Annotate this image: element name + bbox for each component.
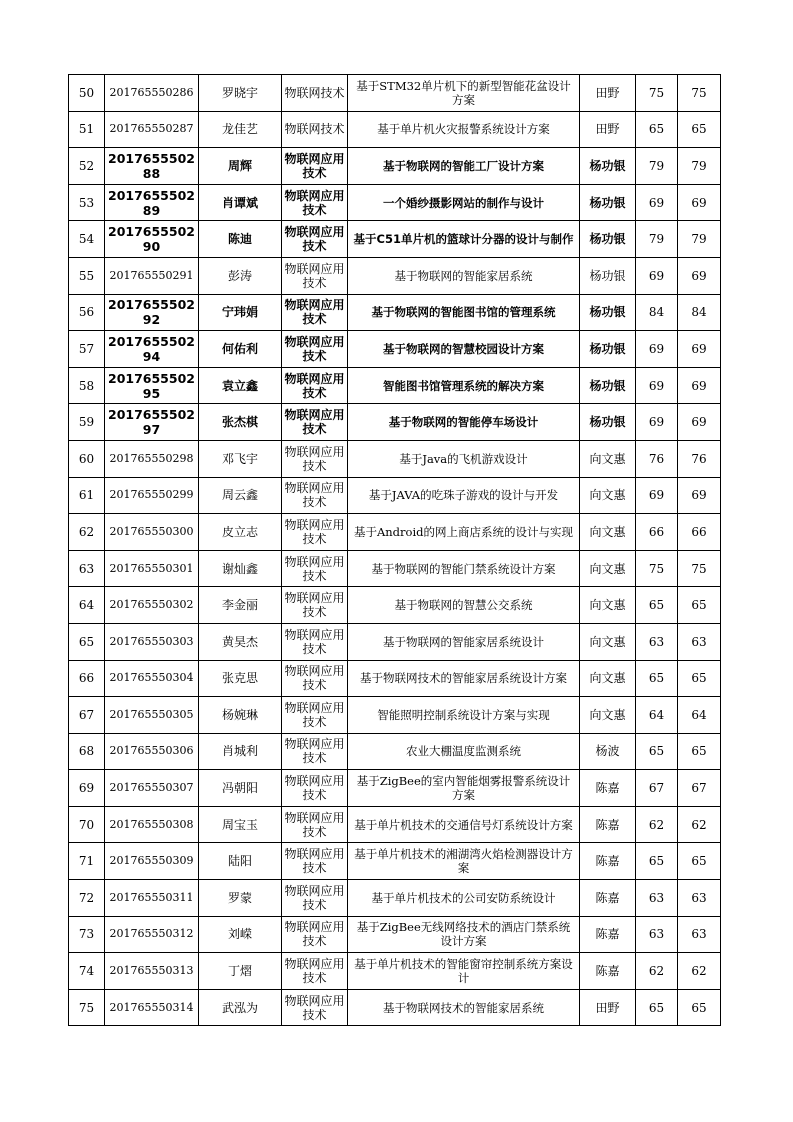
advisor-cell: 田野 (580, 111, 636, 148)
final-score-cell: 69 (678, 331, 721, 368)
project-title-cell: 基于物联网的智能家居系统设计 (348, 623, 580, 660)
project-title-cell: 基于JAVA的吃珠子游戏的设计与开发 (348, 477, 580, 514)
project-title-cell: 基于物联网的智能门禁系统设计方案 (348, 550, 580, 587)
project-title-cell: 基于物联网技术的智能家居系统 (348, 989, 580, 1026)
table-row (69, 367, 721, 404)
row-number-cell: 68 (69, 733, 105, 770)
row-number-cell: 61 (69, 477, 105, 514)
student-name-cell: 龙佳艺 (199, 111, 282, 148)
project-title-cell: 智能照明控制系统设计方案与实现 (348, 697, 580, 734)
score-cell: 65 (636, 989, 678, 1026)
graduation-project-score-table (68, 74, 721, 1026)
final-score-cell: 76 (678, 440, 721, 477)
project-title-cell: 基于物联网的智能工厂设计方案 (348, 148, 580, 185)
score-cell: 62 (636, 806, 678, 843)
score-cell: 69 (636, 367, 678, 404)
student-name-cell: 何佑利 (199, 331, 282, 368)
student-id-cell: 201765550306 (105, 733, 199, 770)
project-title-cell: 基于单片机技术的交通信号灯系统设计方案 (348, 806, 580, 843)
student-id-cell: 201765550303 (105, 623, 199, 660)
table-row (69, 733, 721, 770)
project-title-cell: 基于Android的网上商店系统的设计与实现 (348, 514, 580, 551)
advisor-cell: 杨功银 (580, 257, 636, 294)
score-cell: 65 (636, 733, 678, 770)
major-cell: 物联网应用技术 (282, 257, 348, 294)
row-number-cell: 59 (69, 404, 105, 441)
major-cell: 物联网应用技术 (282, 477, 348, 514)
table-row (69, 477, 721, 514)
score-cell: 69 (636, 404, 678, 441)
final-score-cell: 65 (678, 660, 721, 697)
student-name-cell: 陆阳 (199, 843, 282, 880)
row-number-cell: 58 (69, 367, 105, 404)
advisor-cell: 陈嘉 (580, 953, 636, 990)
score-cell: 63 (636, 916, 678, 953)
row-number-cell: 60 (69, 440, 105, 477)
student-name-cell: 肖城利 (199, 733, 282, 770)
final-score-cell: 64 (678, 697, 721, 734)
score-cell: 75 (636, 75, 678, 112)
table-row (69, 880, 721, 917)
student-name-cell: 张杰棋 (199, 404, 282, 441)
student-name-cell: 谢灿鑫 (199, 550, 282, 587)
project-title-cell: 基于C51单片机的篮球计分器的设计与制作 (348, 221, 580, 258)
score-cell: 67 (636, 770, 678, 807)
project-title-cell: 基于单片机技术的公司安防系统设计 (348, 880, 580, 917)
final-score-cell: 75 (678, 75, 721, 112)
advisor-cell: 陈嘉 (580, 880, 636, 917)
final-score-cell: 65 (678, 989, 721, 1026)
student-name-cell: 杨婉琳 (199, 697, 282, 734)
score-cell: 69 (636, 257, 678, 294)
row-number-cell: 63 (69, 550, 105, 587)
advisor-cell: 陈嘉 (580, 916, 636, 953)
score-cell: 84 (636, 294, 678, 331)
student-name-cell: 周云鑫 (199, 477, 282, 514)
score-cell: 79 (636, 148, 678, 185)
row-number-cell: 53 (69, 184, 105, 221)
score-cell: 75 (636, 550, 678, 587)
final-score-cell: 69 (678, 184, 721, 221)
final-score-cell: 69 (678, 257, 721, 294)
major-cell: 物联网应用技术 (282, 733, 348, 770)
row-number-cell: 52 (69, 148, 105, 185)
advisor-cell: 陈嘉 (580, 770, 636, 807)
row-number-cell: 73 (69, 916, 105, 953)
project-title-cell: 基于STM32单片机下的新型智能花盆设计方案 (348, 75, 580, 112)
table-row (69, 257, 721, 294)
student-name-cell: 周辉 (199, 148, 282, 185)
student-id-cell: 201765550313 (105, 953, 199, 990)
score-cell: 79 (636, 221, 678, 258)
major-cell: 物联网应用技术 (282, 148, 348, 185)
project-title-cell: 一个婚纱摄影网站的制作与设计 (348, 184, 580, 221)
major-cell: 物联网技术 (282, 111, 348, 148)
project-title-cell: 基于物联网的智慧校园设计方案 (348, 331, 580, 368)
advisor-cell: 杨功银 (580, 184, 636, 221)
project-title-cell: 基于ZigBee的室内智能烟雾报警系统设计方案 (348, 770, 580, 807)
major-cell: 物联网应用技术 (282, 953, 348, 990)
student-id-cell: 201765550299 (105, 477, 199, 514)
advisor-cell: 杨功银 (580, 148, 636, 185)
row-number-cell: 65 (69, 623, 105, 660)
major-cell: 物联网应用技术 (282, 514, 348, 551)
final-score-cell: 69 (678, 477, 721, 514)
student-id-cell: 201765550288 (105, 148, 199, 185)
final-score-cell: 69 (678, 367, 721, 404)
final-score-cell: 65 (678, 843, 721, 880)
student-id-cell: 201765550291 (105, 257, 199, 294)
student-id-cell: 201765550292 (105, 294, 199, 331)
final-score-cell: 65 (678, 587, 721, 624)
score-cell: 63 (636, 880, 678, 917)
row-number-cell: 62 (69, 514, 105, 551)
student-id-cell: 201765550298 (105, 440, 199, 477)
advisor-cell: 向文惠 (580, 477, 636, 514)
row-number-cell: 57 (69, 331, 105, 368)
score-cell: 69 (636, 331, 678, 368)
table-row (69, 916, 721, 953)
major-cell: 物联网应用技术 (282, 550, 348, 587)
major-cell: 物联网应用技术 (282, 440, 348, 477)
final-score-cell: 67 (678, 770, 721, 807)
student-name-cell: 陈迪 (199, 221, 282, 258)
table-row (69, 75, 721, 112)
advisor-cell: 田野 (580, 989, 636, 1026)
student-name-cell: 肖谭斌 (199, 184, 282, 221)
final-score-cell: 65 (678, 111, 721, 148)
project-title-cell: 基于Java的飞机游戏设计 (348, 440, 580, 477)
student-id-cell: 201765550305 (105, 697, 199, 734)
table-row (69, 331, 721, 368)
major-cell: 物联网应用技术 (282, 623, 348, 660)
student-id-cell: 201765550314 (105, 989, 199, 1026)
table-row (69, 843, 721, 880)
major-cell: 物联网应用技术 (282, 989, 348, 1026)
table-row (69, 770, 721, 807)
student-id-cell: 201765550297 (105, 404, 199, 441)
student-name-cell: 罗晓宇 (199, 75, 282, 112)
project-title-cell: 农业大棚温度监测系统 (348, 733, 580, 770)
table-row (69, 989, 721, 1026)
score-cell: 64 (636, 697, 678, 734)
student-name-cell: 袁立鑫 (199, 367, 282, 404)
project-title-cell: 基于ZigBee无线网络技术的酒店门禁系统设计方案 (348, 916, 580, 953)
final-score-cell: 63 (678, 880, 721, 917)
final-score-cell: 79 (678, 221, 721, 258)
table-row (69, 404, 721, 441)
table-row (69, 587, 721, 624)
student-id-cell: 201765550312 (105, 916, 199, 953)
major-cell: 物联网应用技术 (282, 221, 348, 258)
score-cell: 65 (636, 587, 678, 624)
major-cell: 物联网应用技术 (282, 806, 348, 843)
final-score-cell: 62 (678, 953, 721, 990)
project-title-cell: 基于物联网的智能停车场设计 (348, 404, 580, 441)
advisor-cell: 杨波 (580, 733, 636, 770)
table-row (69, 440, 721, 477)
table-row (69, 806, 721, 843)
student-name-cell: 冯朝阳 (199, 770, 282, 807)
major-cell: 物联网应用技术 (282, 916, 348, 953)
row-number-cell: 55 (69, 257, 105, 294)
advisor-cell: 杨功银 (580, 221, 636, 258)
student-id-cell: 201765550307 (105, 770, 199, 807)
table-body (69, 75, 721, 1026)
student-name-cell: 黄昊杰 (199, 623, 282, 660)
score-cell: 62 (636, 953, 678, 990)
row-number-cell: 74 (69, 953, 105, 990)
row-number-cell: 56 (69, 294, 105, 331)
score-cell: 76 (636, 440, 678, 477)
table-row (69, 514, 721, 551)
major-cell: 物联网应用技术 (282, 184, 348, 221)
final-score-cell: 79 (678, 148, 721, 185)
student-id-cell: 201765550311 (105, 880, 199, 917)
score-cell: 69 (636, 184, 678, 221)
row-number-cell: 69 (69, 770, 105, 807)
student-id-cell: 201765550295 (105, 367, 199, 404)
table-row (69, 184, 721, 221)
project-title-cell: 基于物联网的智能家居系统 (348, 257, 580, 294)
final-score-cell: 66 (678, 514, 721, 551)
major-cell: 物联网应用技术 (282, 660, 348, 697)
table-row (69, 294, 721, 331)
score-cell: 63 (636, 623, 678, 660)
student-id-cell: 201765550304 (105, 660, 199, 697)
score-cell: 66 (636, 514, 678, 551)
student-id-cell: 201765550289 (105, 184, 199, 221)
project-title-cell: 基于物联网的智能图书馆的管理系统 (348, 294, 580, 331)
student-id-cell: 201765550300 (105, 514, 199, 551)
student-name-cell: 武泓为 (199, 989, 282, 1026)
student-name-cell: 邓飞宇 (199, 440, 282, 477)
advisor-cell: 向文惠 (580, 550, 636, 587)
student-id-cell: 201765550287 (105, 111, 199, 148)
project-title-cell: 基于物联网技术的智能家居系统设计方案 (348, 660, 580, 697)
student-id-cell: 201765550308 (105, 806, 199, 843)
table-row (69, 550, 721, 587)
major-cell: 物联网应用技术 (282, 367, 348, 404)
student-name-cell: 丁熠 (199, 953, 282, 990)
advisor-cell: 杨功银 (580, 367, 636, 404)
table-row (69, 111, 721, 148)
table-row (69, 148, 721, 185)
major-cell: 物联网技术 (282, 75, 348, 112)
student-name-cell: 张克思 (199, 660, 282, 697)
final-score-cell: 69 (678, 404, 721, 441)
advisor-cell: 向文惠 (580, 587, 636, 624)
student-id-cell: 201765550286 (105, 75, 199, 112)
advisor-cell: 杨功银 (580, 294, 636, 331)
student-name-cell: 李金丽 (199, 587, 282, 624)
student-name-cell: 彭涛 (199, 257, 282, 294)
student-id-cell: 201765550301 (105, 550, 199, 587)
score-cell: 69 (636, 477, 678, 514)
major-cell: 物联网应用技术 (282, 697, 348, 734)
row-number-cell: 50 (69, 75, 105, 112)
score-cell: 65 (636, 660, 678, 697)
table-row (69, 221, 721, 258)
major-cell: 物联网应用技术 (282, 587, 348, 624)
score-cell: 65 (636, 111, 678, 148)
row-number-cell: 51 (69, 111, 105, 148)
row-number-cell: 71 (69, 843, 105, 880)
final-score-cell: 62 (678, 806, 721, 843)
student-name-cell: 周宝玉 (199, 806, 282, 843)
advisor-cell: 陈嘉 (580, 843, 636, 880)
major-cell: 物联网应用技术 (282, 294, 348, 331)
advisor-cell: 杨功银 (580, 331, 636, 368)
row-number-cell: 75 (69, 989, 105, 1026)
student-id-cell: 201765550309 (105, 843, 199, 880)
row-number-cell: 64 (69, 587, 105, 624)
advisor-cell: 杨功银 (580, 404, 636, 441)
student-id-cell: 201765550290 (105, 221, 199, 258)
row-number-cell: 70 (69, 806, 105, 843)
advisor-cell: 向文惠 (580, 623, 636, 660)
student-id-cell: 201765550302 (105, 587, 199, 624)
project-title-cell: 基于单片机火灾报警系统设计方案 (348, 111, 580, 148)
advisor-cell: 向文惠 (580, 514, 636, 551)
student-name-cell: 罗蒙 (199, 880, 282, 917)
student-name-cell: 宁玮娟 (199, 294, 282, 331)
table-row (69, 660, 721, 697)
row-number-cell: 72 (69, 880, 105, 917)
advisor-cell: 向文惠 (580, 697, 636, 734)
score-cell: 65 (636, 843, 678, 880)
row-number-cell: 66 (69, 660, 105, 697)
advisor-cell: 向文惠 (580, 440, 636, 477)
advisor-cell: 向文惠 (580, 660, 636, 697)
final-score-cell: 63 (678, 623, 721, 660)
table-row (69, 623, 721, 660)
major-cell: 物联网应用技术 (282, 404, 348, 441)
major-cell: 物联网应用技术 (282, 331, 348, 368)
major-cell: 物联网应用技术 (282, 843, 348, 880)
student-name-cell: 刘嵘 (199, 916, 282, 953)
final-score-cell: 63 (678, 916, 721, 953)
row-number-cell: 67 (69, 697, 105, 734)
major-cell: 物联网应用技术 (282, 880, 348, 917)
final-score-cell: 65 (678, 733, 721, 770)
major-cell: 物联网应用技术 (282, 770, 348, 807)
project-title-cell: 基于物联网的智慧公交系统 (348, 587, 580, 624)
student-id-cell: 201765550294 (105, 331, 199, 368)
project-title-cell: 基于单片机技术的湘湖湾火焰检测器设计方案 (348, 843, 580, 880)
row-number-cell: 54 (69, 221, 105, 258)
final-score-cell: 75 (678, 550, 721, 587)
advisor-cell: 田野 (580, 75, 636, 112)
student-name-cell: 皮立志 (199, 514, 282, 551)
advisor-cell: 陈嘉 (580, 806, 636, 843)
final-score-cell: 84 (678, 294, 721, 331)
project-title-cell: 智能图书馆管理系统的解决方案 (348, 367, 580, 404)
project-title-cell: 基于单片机技术的智能窗帘控制系统方案设计 (348, 953, 580, 990)
table-row (69, 697, 721, 734)
table-row (69, 953, 721, 990)
